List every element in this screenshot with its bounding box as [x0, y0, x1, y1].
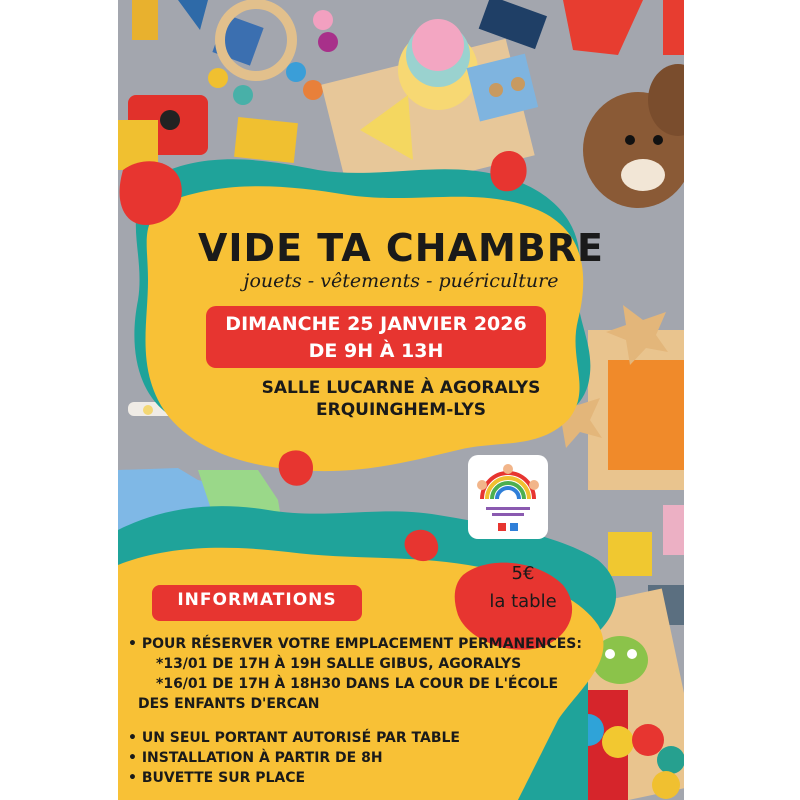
poster [118, 0, 684, 800]
event-city: ERQUINGHEM-LYS [315, 400, 487, 420]
info-bullet-reservation: • POUR RÉSERVER VOTRE EMPLACEMENT PERMANENCES: [128, 636, 582, 652]
event-title: VIDE TA CHAMBRE [198, 226, 604, 270]
price-amount: 5€ [511, 563, 535, 584]
info-bullet-rack: • UN SEUL PORTANT AUTORISÉ PAR TABLE [128, 730, 460, 746]
event-time: DE 9H À 13H [308, 340, 444, 362]
info-bullet-permanence-2: *16/01 DE 17H À 18H30 DANS LA COUR DE L'ÉCOLE [156, 676, 559, 692]
info-heading: INFORMATIONS [177, 590, 337, 610]
info-bullet-refreshments: • BUVETTE SUR PLACE [128, 770, 306, 786]
event-subtitle: jouets - vêtements - puériculture [243, 270, 559, 292]
rainbow-logo-icon [468, 455, 548, 539]
event-venue: SALLE LUCARNE À AGORALYS [261, 378, 541, 398]
event-date: DIMANCHE 25 JANVIER 2026 [225, 313, 527, 335]
info-bullet-permanence-2-cont: DES ENFANTS D'ERCAN [138, 696, 320, 712]
info-bullet-permanence-1: *13/01 DE 17H À 19H SALLE GIBUS, AGORALYS [156, 656, 522, 672]
association-logo [468, 455, 548, 539]
price-unit: la table [489, 591, 557, 612]
info-bullet-setup: • INSTALLATION À PARTIR DE 8H [128, 750, 383, 766]
